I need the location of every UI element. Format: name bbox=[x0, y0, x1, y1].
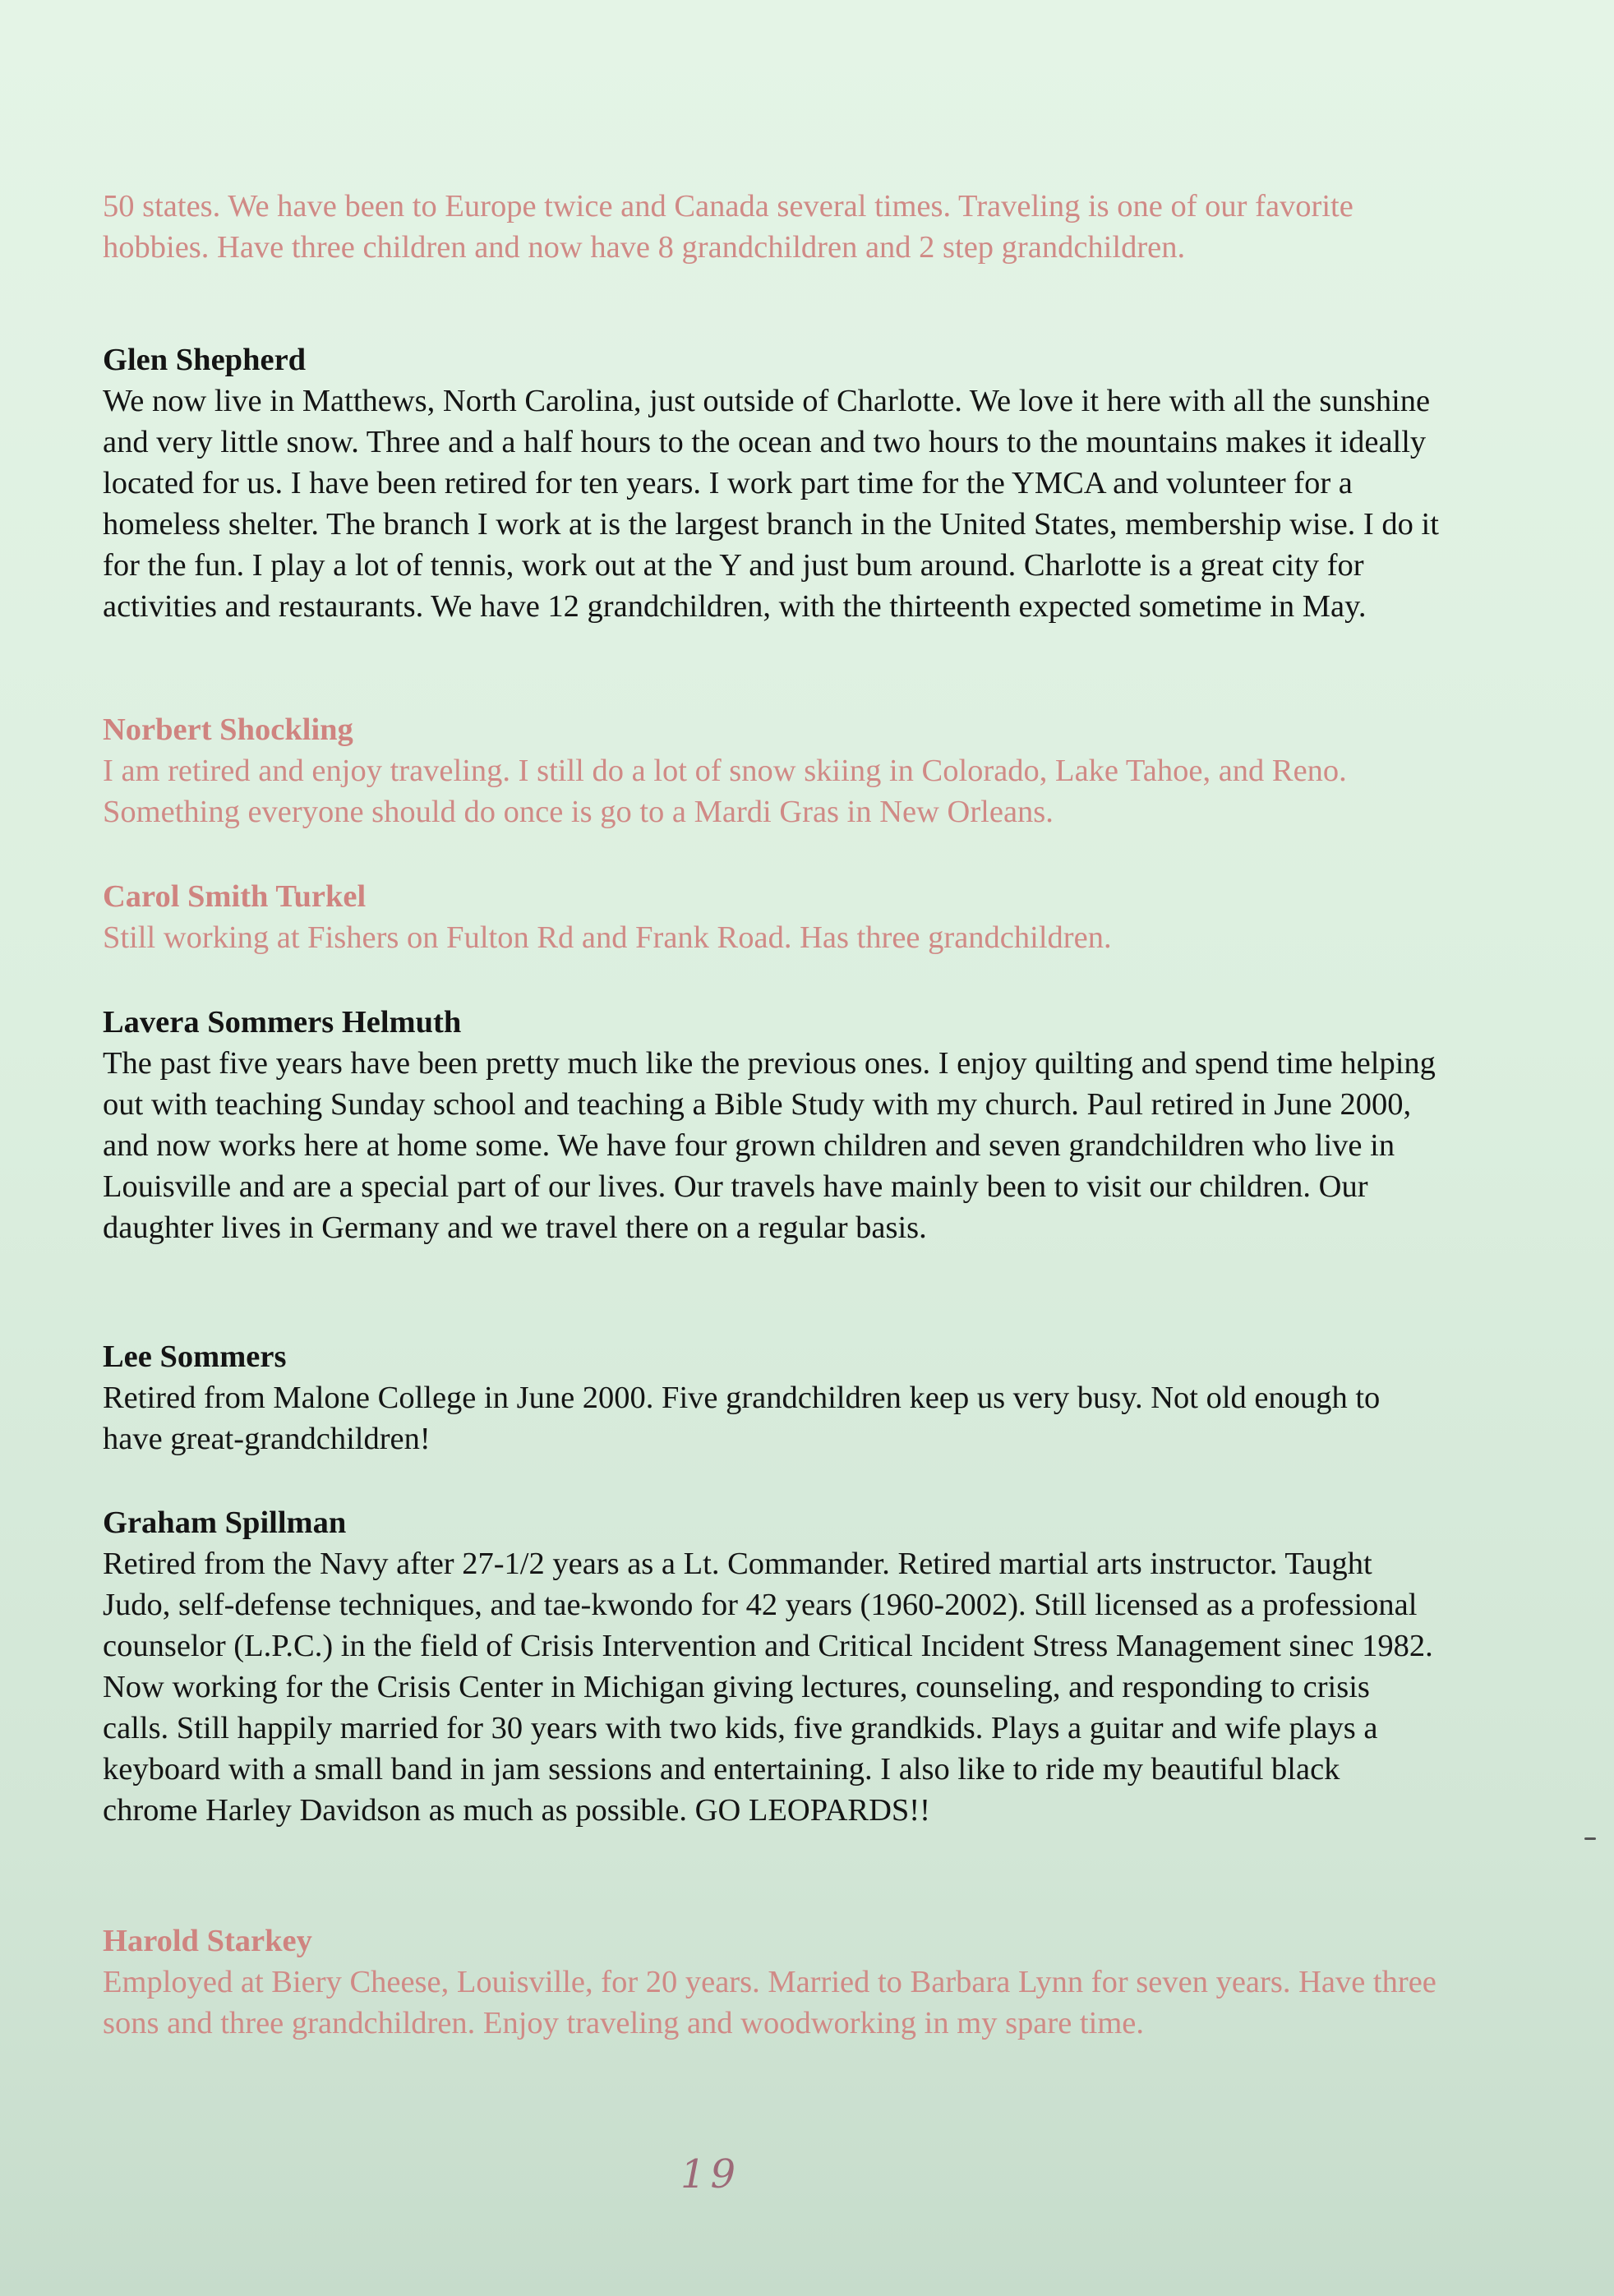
entry-name: Graham Spillman bbox=[103, 1505, 347, 1540]
entry-lavera-sommers-helmuth bbox=[103, 1002, 1442, 1248]
entry-body: We now live in Matthews, North Carolina, just outside of Charlotte. We love it here with all the sunshine and very little snow. Three and a half hours to the ocean and two hours to the mountains makes it ideally located for us. I have been retired for ten years. I work part time for the YMCA and volunteer for a homeless shelter. The branch I work at is the largest branch in the United States, membership wise. I do it for the fun. I play a lot of tennis, work out at the Y and just bum around. Charlotte is a great city for activities and restaurants. We have 12 grandchildren, with the thirteenth expected sometime in May. bbox=[103, 384, 1439, 624]
entry-lee-sommers bbox=[103, 1336, 1442, 1459]
entry-carol-smith-turkel bbox=[103, 876, 1442, 958]
entry-name: Glen Shepherd bbox=[103, 343, 307, 377]
margin-mark bbox=[1584, 1837, 1596, 1840]
entry-name: Lee Sommers bbox=[103, 1339, 287, 1374]
entry-name: Lavera Sommers Helmuth bbox=[103, 1005, 462, 1040]
entry-name: Harold Starkey bbox=[103, 1924, 312, 1958]
entry-body: Still working at Fishers on Fulton Rd and Frank Road. Has three grandchildren. bbox=[103, 920, 1112, 955]
entry-name: Carol Smith Turkel bbox=[103, 879, 367, 914]
entry-body: Retired from Malone College in June 2000. Five grandchildren keep us very busy. Not old enough to have great-grandchildren! bbox=[103, 1381, 1381, 1456]
entry-continued-text bbox=[103, 186, 1442, 268]
entry-body: 50 states. We have been to Europe twice and Canada several times. Traveling is one of our favorite hobbies. Have three children and now have 8 grandchildren and 2 step grandchildren. bbox=[103, 189, 1353, 265]
entry-norbert-shockling bbox=[103, 709, 1442, 832]
page-number: 19 bbox=[680, 2151, 741, 2197]
entry-harold-starkey bbox=[103, 1920, 1442, 2044]
entry-name: Norbert Shockling bbox=[103, 712, 353, 747]
entry-graham-spillman bbox=[103, 1502, 1442, 1831]
entry-body: Employed at Biery Cheese, Louisville, for 20 years. Married to Barbara Lynn for seven years. Have three sons and three grandchildren. Enjoy traveling and woodworking in my spare time. bbox=[103, 1965, 1436, 2040]
entry-glen-shepherd bbox=[103, 339, 1442, 627]
entry-body: Retired from the Navy after 27-1/2 years as a Lt. Commander. Retired martial arts instructor. Taught Judo, self-defense techniques, and tae-kwondo for 42 years (1960-2002). Still licensed as a professional counselor (L.P.C.) in the field of Crisis Intervention and Critical Incident Stress Management sinec 1982. Now working for the Crisis Center in Michigan giving lectures, counseling, and responding to crisis calls. Still happily married for 30 years with two kids, five grandkids. Plays a guitar and wife plays a keyboard with a small band in jam sessions and entertaining. I also like to ride my beautiful black chrome Harley Davidson as much as possible. GO LEOPARDS!! bbox=[103, 1547, 1433, 1828]
entry-body: The past five years have been pretty much like the previous ones. I enjoy quilting and spend time helping out with teaching Sunday school and teaching a Bible Study with my church. Paul retired in June 2000, and now works here at home some. We have four grown children and seven grandchildren who live in Louisville and are a special part of our lives. Our travels have mainly been to visit our children. Our daughter lives in Germany and we travel there on a regular basis. bbox=[103, 1046, 1436, 1245]
entry-body: I am retired and enjoy traveling. I still do a lot of snow skiing in Colorado, Lake Tahoe, and Reno. Something everyone should do once is go to a Mardi Gras in New Orleans. bbox=[103, 754, 1347, 829]
